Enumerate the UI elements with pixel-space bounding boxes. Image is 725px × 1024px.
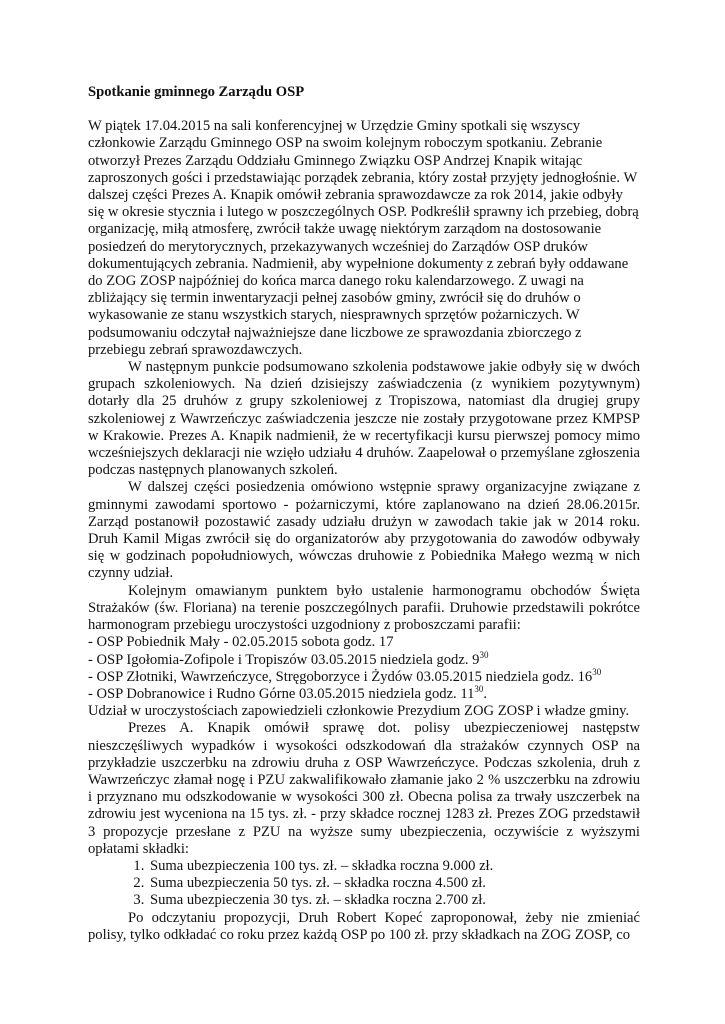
insurance-option: 1. Suma ubezpieczenia 100 tys. zł. – składka roczna 9.000 zł. — [148, 858, 640, 875]
schedule-note: Udział w uroczystościach zapowiedzieli członkowie Prezydium ZOG ZOSP i władze gminy. — [88, 703, 630, 720]
schedule-item-minutes: 30 — [479, 649, 489, 660]
paragraph-insurance: Prezes A. Knapik omówił sprawę dot. polisy ubezpieczeniowej następstw nieszczęśliwych wypadków i wysokości odszkodowań dla strażaków czynnych OSP na przykładzie uszczerbku na zdrowiu druha z OSP Wawrzeńczyce. Podczas szkolenia, druh z Wawrzeńczyc złamał nogę i PZU zakwalifikowało złamanie jako 2 % uszczerbku na zdrowiu i przyznano mu odszkodowanie w wysokości 300 zł. Obecna polisa za trwały uszczerbek na zdrowiu jest wyceniona na 15 tys. zł. - przy składce rocznej 1283 zł. Prezes ZOG przedstawił 3 propozycje przesłane z PZU na wyższe sumy ubezpieczenia, oczywiście z wyższymi opłatami składki: — [88, 720, 640, 857]
paragraph-training: W następnym punkcie podsumowano szkolenia podstawowe jakie odbyły się w dwóch grupach szkoleniowych. Na dzień dzisiejszy zaświadczenia (z wynikiem pozytywnym) dotarły dla 25 druhów z grupy szkoleniowej z Tropiszowa, natomiast dla drugiej grupy szkoleniowej z Wawrzeńczyc zaświadczenia jeszcze nie zostały przygotowane przez KMPSP w Krakowie. Prezes A. Knapik nadmienił, że w recertyfikacji kursu pierwszej pomocy mimo wcześniejszych deklaracji nie wzięło udziału 4 druhów. Zaapelował o przemyślane zgłoszenia podczas następnych planowanych szkoleń. — [88, 359, 640, 479]
schedule-item — [88, 666, 640, 686]
paragraph-meeting-intro: W piątek 17.04.2015 na sali konferencyjnej w Urzędzie Gminy spotkali się wszyscy członkowie Zarządu Gminnego OSP na swoim kolejnym roboczym spotkaniu. Zebranie otworzył Prezes Zarządu Oddziału Gminnego Związku OSP Andrzej Knapik witając zaproszonych gości i przedstawiając porządek zebrania, który został przyjęty jednogłośnie. W dalszej części Prezes A. Knapik omówił zebrania sprawozdawcze za rok 2014, jakie odbyły się w okresie stycznia i lutego w poszczególnych OSP. Podkreślił sprawny ich przebieg, dobrą organizację, miłą atmosferę, zwrócił także uwagę niektórym zarządom na dostosowanie posiedzeń do merytorycznych, przekazywanych wcześniej do Zarządów OSP druków dokumentujących zebrania. Nadmienił, aby wypełnione dokumenty z zebrań były oddawane do ZOG ZOSP najpóźniej do końca marca danego roku kalendarzowego. Z uwagi na zbliżający się termin inwentaryzacji pełnej zasobów gminy, zwrócił się do druhów o wykasowanie ze stanu wszystkich starych, niesprawnych sprzętów pożarniczych. W podsumowaniu odczytał najważniejsze dane liczbowe ze sprawozdania zbiorczego z przebiegu zebrań sprawozdawczych. — [88, 118, 639, 358]
paragraph-competitions: W dalszej części posiedzenia omówiono wstępnie sprawy organizacyjne związane z gminnymi zawodami sportowo - pożarniczymi, które zaplanowano na dzień 28.06.2015r. Zarząd postanowił pozostawić zasady udziału drużyn w zawodach takie jak w 2014 roku. Druh Kamil Migas zwrócił się do organizatorów aby przygotowania do zawodów odbywały się w godzinach popołudniowych, wówczas druhowie z Pobiednika Małego wezmą w nich czynny udział. — [88, 479, 640, 582]
schedule-item-text: - OSP Igołomia-Zofipole i Tropiszów 03.05.2015 niedziela godz. 9 — [88, 651, 480, 668]
paragraph-florian-schedule: Kolejnym omawianym punktem było ustalenie harmonogramu obchodów Święta Strażaków (św. Floriana) na terenie poszczególnych parafii. Druhowie przedstawili pokrótce harmonogram przebiegu uroczystości uzgodniony z proboszczami parafii: — [88, 582, 640, 634]
insurance-option: 2. Suma ubezpieczenia 50 tys. zł. – składka roczna 4.500 zł. — [148, 875, 640, 892]
schedule-item-suffix: . — [483, 685, 488, 702]
paragraph-final: Po odczytaniu propozycji, Druh Robert Kopeć zaproponował, żeby nie zmieniać polisy, tylko odkładać co roku przez każdą OSP po 100 zł. przy składkach na ZOG ZOSP, co — [88, 909, 640, 943]
schedule-item-text: - OSP Złotniki, Wawrzeńczyce, Stręgoborzyce i Żydów 03.05.2015 niedziela godz. 16 — [88, 668, 593, 685]
document-title: Spotkanie gminnego Zarządu OSP — [88, 84, 305, 100]
insurance-option: 3. Suma ubezpieczenia 30 tys. zł. – składka roczna 2.700 zł. — [148, 892, 640, 909]
schedule-item — [88, 634, 640, 651]
schedule-item-text: - OSP Dobranowice i Rudno Górne 03.05.2015 niedziela godz. 11 — [88, 685, 475, 702]
schedule-item — [88, 649, 640, 669]
insurance-options-list — [88, 858, 640, 910]
schedule-item-minutes: 30 — [474, 683, 484, 694]
document-page — [88, 84, 640, 944]
schedule-item-text: - OSP Pobiednik Mały - 02.05.2015 sobota godz. 17 — [88, 634, 394, 651]
schedule-item-minutes: 30 — [592, 666, 602, 677]
schedule-item — [88, 683, 640, 703]
